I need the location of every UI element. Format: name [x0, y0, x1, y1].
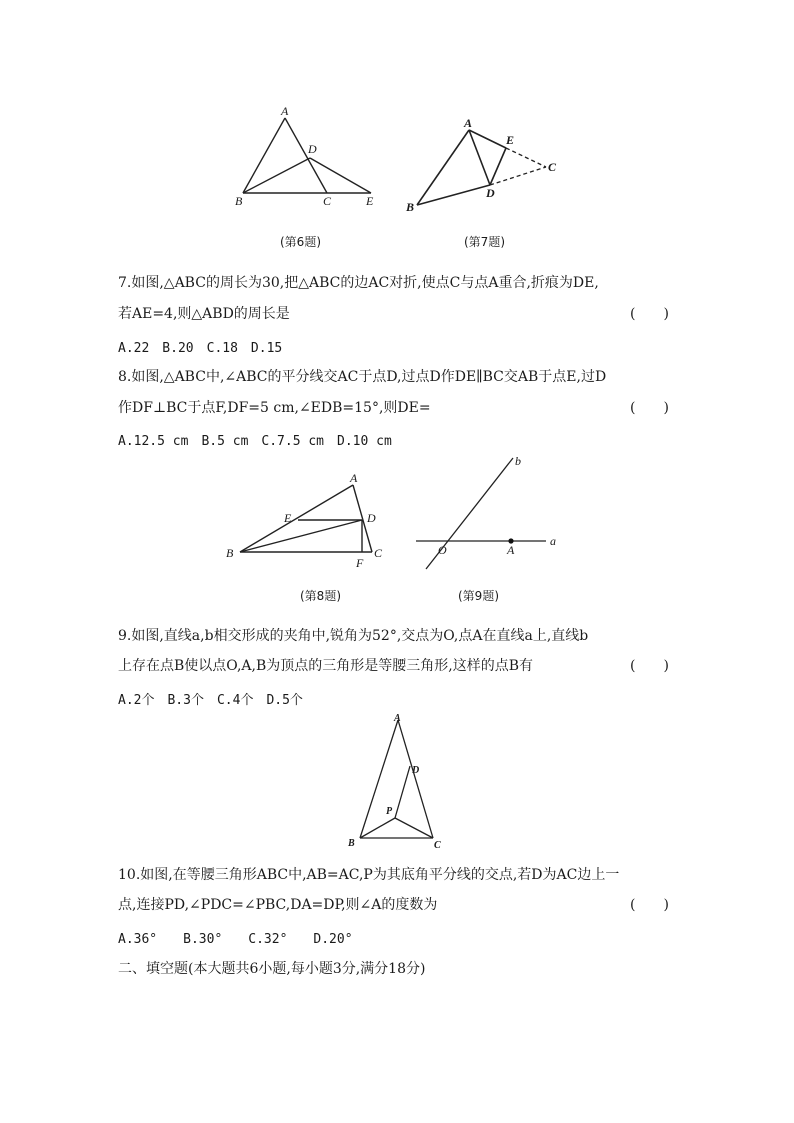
fig6-label-a: A	[281, 104, 289, 118]
fig8-segment-ba	[240, 485, 353, 552]
fig7-segment-ab	[417, 130, 469, 205]
figure-9-caption: (第9题)	[458, 589, 499, 603]
fig7-label-b: B	[406, 200, 415, 214]
fig10-segment-ac	[398, 720, 433, 838]
question-8-answer-bracket[interactable]: ( )	[630, 400, 669, 416]
question-10-line-2: 点,连接PD,∠PDC=∠PBC,DA=DP,则∠A的度数为	[118, 897, 438, 913]
fig8-label-f: F	[356, 556, 364, 570]
fig10-label-p: P	[386, 806, 393, 817]
fig8-label-d: D	[367, 511, 376, 525]
figure-8-caption: (第8题)	[300, 589, 341, 603]
fig7-label-d: D	[486, 186, 495, 200]
figure-6-diagram	[226, 100, 386, 215]
section-2-heading: 二、填空题(本大题共6小题,每小题3分,满分18分)	[118, 961, 426, 977]
fig8-label-b: B	[226, 546, 234, 560]
fig6-label-e: E	[366, 194, 374, 208]
fig7-label-c: C	[548, 160, 557, 174]
fig8-segment-bd	[240, 520, 362, 552]
figure-7	[400, 110, 570, 215]
question-9-answer-bracket[interactable]: ( )	[630, 658, 669, 674]
fig10-label-c: C	[434, 840, 441, 851]
question-7-answer-bracket[interactable]: ( )	[630, 306, 669, 322]
figure-6	[226, 100, 386, 215]
figure-9	[410, 450, 570, 575]
fig6-segment-de	[310, 158, 371, 193]
figure-10	[340, 708, 450, 856]
fig6-label-d: D	[308, 142, 317, 156]
question-10-options: A.36° B.30° C.32° D.20°	[118, 932, 353, 947]
fig9-label-a: A	[507, 543, 515, 557]
fig7-dashed-ec	[506, 148, 546, 167]
question-10-line-1: 10.如图,在等腰三角形ABC中,AB=AC,P为其底角平分线的交点,若D为AC边上一	[118, 867, 620, 883]
fig7-segment-ed	[490, 148, 506, 185]
fig9-label-small-a: a	[550, 534, 556, 548]
figure-9-diagram	[410, 450, 570, 575]
figure-7-caption: (第7题)	[464, 235, 505, 249]
figure-10-diagram	[340, 708, 450, 856]
question-8-options: A.12.5 cm B.5 cm C.7.5 cm D.10 cm	[118, 434, 392, 449]
question-9-options: A.2个 B.3个 C.4个 D.5个	[118, 693, 303, 708]
figure-6-caption: (第6题)	[280, 235, 321, 249]
fig7-label-e: E	[506, 133, 515, 147]
question-7-options: A.22 B.20 C.18 D.15	[118, 341, 283, 356]
fig9-label-o: O	[438, 543, 447, 557]
fig6-segment-ac	[285, 118, 327, 193]
fig7-dashed-dc	[490, 167, 546, 185]
fig8-label-c: C	[374, 546, 383, 560]
question-7-line-2: 若AE=4,则△ABD的周长是	[118, 306, 290, 322]
fig8-label-e: E	[284, 511, 292, 525]
question-10-answer-bracket[interactable]: ( )	[630, 897, 669, 913]
fig6-label-b: B	[235, 194, 243, 208]
fig10-segment-pd	[395, 766, 410, 818]
figure-8-diagram	[222, 470, 392, 575]
figure-7-diagram	[400, 110, 570, 215]
question-8-line-1: 8.如图,△ABC中,∠ABC的平分线交AC于点D,过点D作DE∥BC交AB于点E,过D	[118, 369, 607, 385]
fig9-label-small-b: b	[515, 454, 521, 468]
fig8-label-a: A	[350, 471, 358, 485]
question-8-line-2: 作DF⊥BC于点F,DF=5 cm,∠EDB=15°,则DE=	[118, 400, 431, 416]
figure-8	[222, 470, 392, 575]
question-7-line-1: 7.如图,△ABC的周长为30,把△ABC的边AC对折,使点C与点A重合,折痕为DE,	[118, 275, 599, 291]
fig7-label-a: A	[464, 116, 473, 130]
fig10-segment-ab	[360, 720, 398, 838]
fig10-label-a: A	[394, 713, 401, 724]
question-9-line-2: 上存在点B使以点O,A,B为顶点的三角形是等腰三角形,这样的点B有	[118, 658, 533, 674]
fig6-label-c: C	[323, 194, 332, 208]
question-9-line-1: 9.如图,直线a,b相交形成的夹角中,锐角为52°,交点为O,点A在直线a上,直线b	[118, 628, 589, 644]
fig10-label-b: B	[348, 838, 355, 849]
fig10-label-d: D	[412, 765, 420, 776]
